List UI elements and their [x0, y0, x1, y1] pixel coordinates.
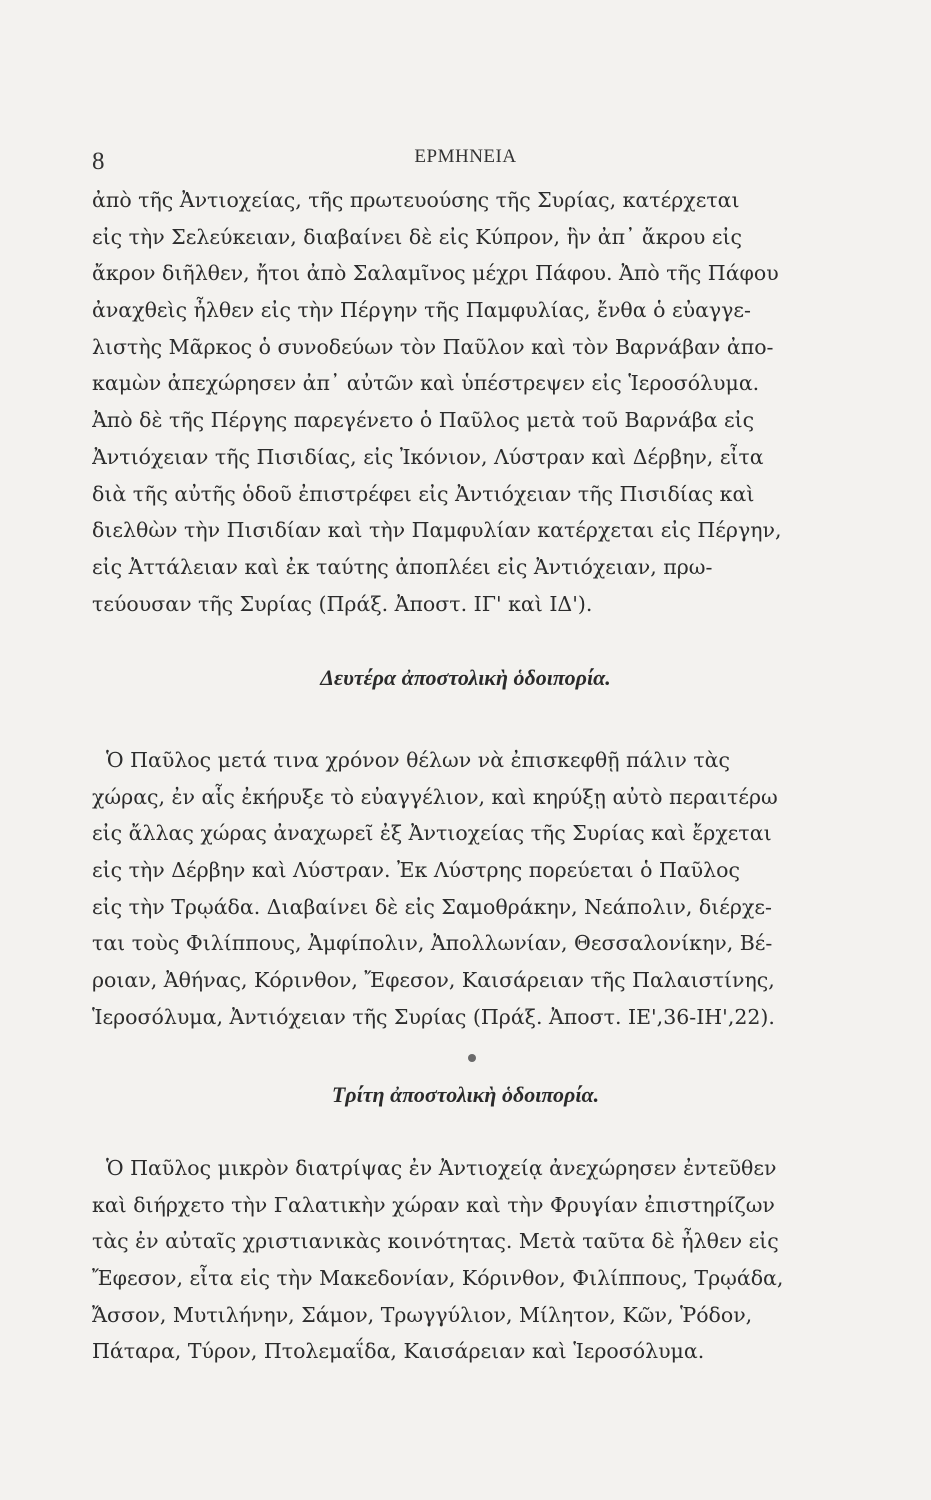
- text-line: καὶ διήρχετο τὴν Γαλατικὴν χώραν καὶ τὴν Φρυγίαν ἐπιστηρίζων: [92, 1192, 775, 1217]
- text-line: Ὁ Παῦλος μετά τινα χρόνον θέλων νὰ ἐπισκεφθῇ πάλιν τὰς: [106, 748, 730, 772]
- section-heading-second-journey: Δευτέρα ἀποστολικὴ ὁδοιπορία.: [320, 665, 611, 690]
- paragraph-third-journey: [92, 1150, 834, 1370]
- text-line: τὰς ἐν αὐταῖς χριστιανικὰς κοινότητας. Μετὰ ταῦτα δὲ ἦλθεν εἰς: [92, 1229, 779, 1254]
- paragraph-first-journey: [92, 182, 834, 622]
- text-line: τεύουσαν τῆς Συρίας (Πράξ. Ἀποστ. ΙΓ' καὶ ΙΔ').: [92, 591, 593, 616]
- page-number: 8: [92, 148, 105, 175]
- text-line: εἰς τὴν Δέρβην καὶ Λύστραν. Ἐκ Λύστρης πορεύεται ὁ Παῦλος: [92, 858, 740, 883]
- text-line: λιστὴς Μᾶρκος ὁ συνοδεύων τὸν Παῦλον καὶ τὸν Βαρνάβαν ἀπο-: [92, 334, 774, 359]
- text-line: εἰς τὴν Σελεύκειαν, διαβαίνει δὲ εἰς Κύπρον, ἣν ἀπ᾽ ἄκρου εἰς: [92, 224, 743, 249]
- text-line: εἰς Ἀττάλειαν καὶ ἐκ ταύτης ἀποπλέει εἰς Ἀντιόχειαν, πρω-: [92, 554, 713, 579]
- text-line: Ἀπὸ δὲ τῆς Πέργης παρεγένετο ὁ Παῦλος μετὰ τοῦ Βαρνάβα εἰς: [92, 408, 755, 433]
- text-line: Ὁ Παῦλος μικρὸν διατρίψας ἐν Ἀντιοχείᾳ ἀνεχώρησεν ἐντεῦθεν: [106, 1156, 777, 1180]
- text-line: ται τοὺς Φιλίππους, Ἀμφίπολιν, Ἀπολλωνίαν, Θεσσαλονίκην, Βέ-: [92, 931, 773, 956]
- text-line: ροιαν, Ἀθήνας, Κόρινθον, Ἔφεσον, Καισάρειαν τῆς Παλαιστίνης,: [92, 968, 775, 993]
- text-line: χώρας, ἐν αἷς ἐκήρυξε τὸ εὐαγγέλιον, καὶ κηρύξῃ αὐτὸ περαιτέρω: [92, 784, 778, 809]
- text-line: ἀπὸ τῆς Ἀντιοχείας, τῆς πρωτευούσης τῆς Συρίας, κατέρχεται: [92, 188, 740, 212]
- text-line: Πάταρα, Τύρον, Πτολεμαΐδα, Καισάρειαν καὶ Ἱεροσόλυμα.: [92, 1339, 705, 1364]
- text-line: διελθὼν τὴν Πισιδίαν καὶ τὴν Παμφυλίαν κατέρχεται εἰς Πέργην,: [92, 518, 782, 543]
- paragraph-second-journey: [92, 742, 834, 1036]
- text-line: Ἀντιόχειαν τῆς Πισιδίας, εἰς Ἰκόνιον, Λύστραν καὶ Δέρβην, εἶτα: [92, 444, 764, 469]
- text-line: Ἄσσον, Μυτιλήνην, Σάμον, Τρωγγύλιον, Μίλητον, Κῶν, Ῥόδον,: [92, 1302, 753, 1327]
- text-line: διὰ τῆς αὐτῆς ὁδοῦ ἐπιστρέφει εἰς Ἀντιόχειαν τῆς Πισιδίας καὶ: [92, 481, 755, 506]
- text-line: ἄκρον διῆλθεν, ἤτοι ἀπὸ Σαλαμῖνος μέχρι Πάφου. Ἀπὸ τῆς Πάφου: [92, 261, 779, 286]
- running-head: ΕΡΜΗΝΕΙΑ: [414, 146, 517, 167]
- text-line: Ἔφεσον, εἶτα εἰς τὴν Μακεδονίαν, Κόρινθον, Φιλίππους, Τρῳάδα,: [92, 1266, 784, 1291]
- section-heading-third-journey: Τρίτη ἀποστολικὴ ὁδοιπορία.: [331, 1082, 600, 1107]
- text-line: εἰς τὴν Τρῳάδα. Διαβαίνει δὲ εἰς Σαμοθράκην, Νεάπολιν, διέρχε-: [92, 894, 772, 919]
- text-line: καμὼν ἀπεχώρησεν ἀπ᾽ αὐτῶν καὶ ὑπέστρεψεν εἰς Ἱεροσόλυμα.: [92, 371, 760, 396]
- text-line: Ἱεροσόλυμα, Ἀντιόχειαν τῆς Συρίας (Πράξ. Ἀποστ. ΙΕ',36-ΙΗ',22).: [92, 1004, 775, 1029]
- text-line: ἀναχθεὶς ἦλθεν εἰς τὴν Πέργην τῆς Παμφυλίας, ἔνθα ὁ εὐαγγε-: [92, 298, 751, 323]
- ink-speck: [468, 1054, 476, 1062]
- text-line: εἰς ἄλλας χώρας ἀναχωρεῖ ἐξ Ἀντιοχείας τῆς Συρίας καὶ ἔρχεται: [92, 821, 772, 846]
